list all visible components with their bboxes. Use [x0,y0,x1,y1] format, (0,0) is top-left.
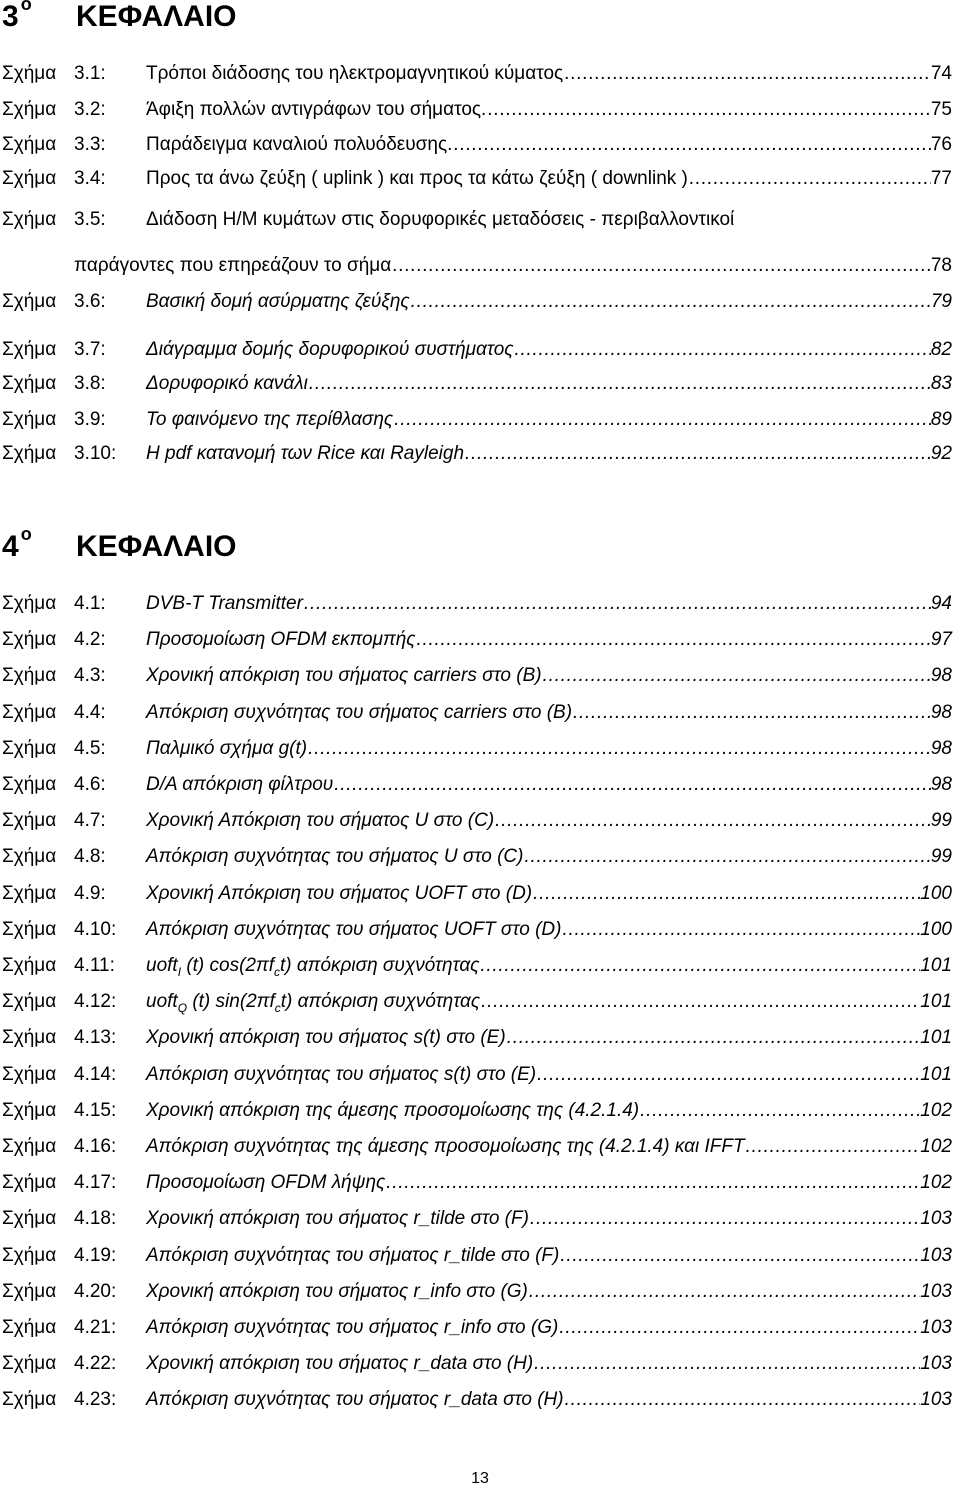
dot-leader [564,1386,921,1414]
page-ref: 92 [930,443,952,464]
dot-leader [480,988,920,1016]
figure-label [2,1061,116,1089]
figure-title: Απόκριση συχνότητας του σήματος carriers στο (Β) [146,702,573,723]
page-ref: 102 [920,1172,952,1193]
dot-leader [745,1133,921,1161]
toc-row [2,1242,952,1270]
figure-prefix: Σχήμα [2,1245,57,1266]
toc-row [2,1314,952,1342]
figure-title-line [146,662,952,690]
figure-title-line [146,1061,952,1089]
figure-label [2,96,106,124]
figure-prefix: Σχήμα [2,1281,57,1302]
toc-row [2,131,952,159]
page-ref: 103 [920,1208,952,1229]
figure-number: 3.1: [74,63,106,84]
dot-leader [523,843,930,871]
dot-leader [391,252,931,280]
figure-number: 4.4: [74,702,106,723]
dot-leader [494,807,931,835]
figure-title: Προσομοίωση OFDM εκπομπής [146,629,416,650]
page-ref: 98 [930,702,952,723]
figure-number: 3.9: [74,409,106,430]
toc-row [2,916,952,944]
figure-title: Χρονική Απόκριση του σήματος U στο (C) [146,810,495,831]
page-ref: 101 [920,1064,952,1085]
toc-row [2,1024,952,1052]
figure-label [2,662,106,690]
figure-label [2,807,106,835]
toc-row [2,1133,952,1161]
toc-row-continuation [2,252,952,280]
figure-label [2,288,106,316]
figure-number: 4.18: [74,1208,117,1229]
page-ref: 101 [920,1027,952,1048]
title-part: t) απόκριση συχνότητας [280,955,480,976]
subscript: Q [177,1000,188,1015]
title-part: uoft [146,991,178,1012]
dot-leader [639,1097,920,1125]
figure-number: 4.13: [74,1027,117,1048]
figure-number: 4.21: [74,1317,117,1338]
dot-leader [464,440,931,468]
chapter-number: 4 [2,530,19,563]
figure-title-line [146,1169,952,1197]
dot-leader [393,406,931,434]
figure-number: 4.11: [74,955,115,976]
toc-row [2,165,952,193]
figure-title: Χρονική απόκριση της άμεσης προσομοίωσης της (4.2.1.4) [146,1100,640,1121]
figure-label [2,440,116,468]
page-ref: 99 [930,810,952,831]
figure-prefix: Σχήμα [2,810,57,831]
figure-prefix: Σχήμα [2,99,57,120]
figure-prefix: Σχήμα [2,738,57,759]
toc-row [2,952,952,980]
figure-prefix: Σχήμα [2,168,57,189]
toc-row [2,1386,952,1414]
subscript: I [177,964,182,979]
figure-title-line [146,440,952,468]
dot-leader [452,131,930,159]
figure-label [2,988,116,1016]
page-ref: 102 [920,1136,952,1157]
figure-label [2,590,106,618]
figure-label [2,406,106,434]
figure-prefix: Σχήμα [2,774,57,795]
toc-row [2,406,952,434]
dot-leader [529,1205,920,1233]
figure-title-line [146,1024,952,1052]
toc-row [2,440,952,468]
figure-label [2,1386,116,1414]
figure-number: 3.6: [74,291,106,312]
figure-title: Το φαινόμενο της περίθλασης [146,409,394,430]
toc-row [2,370,952,398]
dot-leader [536,1061,920,1089]
figure-title: Διάδοση Η/Μ κυμάτων στις δορυφορικές μεταδόσεις - περιβαλλοντικοί [146,209,735,230]
chapter-ordinal: ο [20,524,32,544]
figure-label [2,1133,116,1161]
toc-row [2,626,952,654]
page-ref: 101 [920,955,952,976]
figure-label [2,1350,116,1378]
page-ref: 97 [930,629,952,650]
figure-label [2,206,106,234]
figure-title: Προσομοίωση OFDM λήψης [146,1172,386,1193]
figure-number: 3.4: [74,168,106,189]
toc-row [2,843,952,871]
figure-title: Απόκριση συχνότητας του σήματος s(t) στο (E) [146,1064,537,1085]
figure-title: Χρονική απόκριση του σήματος r_info στο (G) [146,1281,528,1302]
figure-label [2,916,116,944]
figure-title-line [146,735,952,763]
figure-number: 4.7: [74,810,106,831]
page-ref: 76 [930,134,952,155]
figure-number: 4.23: [74,1389,117,1410]
figure-title-line [146,370,952,398]
dot-leader [559,1242,920,1270]
figure-label [2,1205,116,1233]
dot-leader [486,96,931,124]
figure-number: 4.17: [74,1172,117,1193]
figure-title-line [146,406,952,434]
figure-prefix: Σχήμα [2,443,57,464]
figure-title: D/A απόκριση φίλτρου [146,774,334,795]
dot-leader [333,771,931,799]
figure-title-line [146,1242,952,1270]
figure-label [2,699,106,727]
figure-label [2,165,106,193]
toc-row [2,771,952,799]
figure-number: 4.14: [74,1064,117,1085]
toc-row [2,206,952,234]
figure-title-line [146,916,952,944]
figure-title-line [146,626,952,654]
toc-row [2,96,952,124]
figure-number: 4.20: [74,1281,117,1302]
figure-title: Η pdf κατανομή των Rice και Rayleigh [146,443,465,464]
figure-number: 3.5: [74,209,106,230]
title-part: (t) sin(2πf [187,991,275,1012]
figure-prefix: Σχήμα [2,409,57,430]
page-ref: 100 [920,883,952,904]
figure-title: Χρονική Απόκριση του σήματος UOFT στο (D) [146,883,533,904]
figure-prefix: Σχήμα [2,702,57,723]
figure-title: Χρονική απόκριση του σήματος r_tilde στο (F) [146,1208,529,1229]
figure-prefix: Σχήμα [2,629,57,650]
toc-row [2,590,952,618]
figure-title: Απόκριση συχνότητας του σήματος r_tilde στο (F) [146,1245,560,1266]
page-ref: 103 [920,1389,952,1410]
figure-label [2,1097,116,1125]
dot-leader [563,60,931,88]
figure-title-line [146,131,952,159]
figure-title: Χρονική απόκριση του σήματος r_data στο (H) [146,1353,534,1374]
figure-title-line [146,988,952,1016]
figure-prefix: Σχήμα [2,339,57,360]
chapter-3-heading [2,0,237,34]
toc-row [2,1061,952,1089]
figure-prefix: Σχήμα [2,1389,57,1410]
dot-leader [514,336,931,364]
figure-title-line [146,1205,952,1233]
dot-leader [532,880,920,908]
figure-label [2,60,106,88]
figure-label [2,1169,116,1197]
chapter-title: ΚΕΦΑΛΑΙΟ [76,530,237,563]
figure-label [2,131,106,159]
figure-title-line [146,96,952,124]
figure-title-line [146,1133,952,1161]
figure-label [2,735,106,763]
figure-number: 4.2: [74,629,106,650]
toc-row [2,1278,952,1306]
dot-leader [688,165,931,193]
figure-title: Διάγραμμα δομής δορυφορικού συστήματος [146,339,514,360]
figure-title-line [146,699,952,727]
figure-number: 3.8: [74,373,106,394]
page-ref: 98 [930,665,952,686]
page-number: 13 [471,1470,489,1487]
figure-label [2,952,115,980]
figure-title-line [146,1097,952,1125]
toc-row [2,880,952,908]
dot-leader [506,1024,921,1052]
toc-row [2,1169,952,1197]
figure-title-line [146,807,952,835]
figure-title: Παλμικό σχήμα g(t) [146,738,308,759]
page-ref: 77 [930,168,952,189]
figure-number: 4.15: [74,1100,117,1121]
figure-title-line [146,336,952,364]
page-ref: 89 [930,409,952,430]
figure-prefix: Σχήμα [2,1172,57,1193]
figure-number: 4.12: [74,991,117,1012]
figure-label [2,1024,116,1052]
figure-title-continuation: παράγοντες που επηρεάζουν το σήμα [74,255,392,276]
figure-title [146,988,480,1016]
figure-title: Παράδειγμα καναλιού πολυόδευσης. [146,134,453,155]
dot-leader [416,626,931,654]
title-part: (t) cos(2πf [181,955,275,976]
figure-title: Χρονική απόκριση του σήματος carriers στο (Β) [146,665,542,686]
figure-title: DVB-T Transmitter [146,593,303,614]
subscript: c [274,1000,281,1015]
figure-prefix: Σχήμα [2,1136,57,1157]
figure-title: Τρόποι διάδοσης του ηλεκτρομαγνητικού κύματος [146,63,564,84]
figure-number: 4.6: [74,774,106,795]
figure-prefix: Σχήμα [2,1208,57,1229]
toc-row [2,699,952,727]
figure-title: Απόκριση συχνότητας της άμεσης προσομοίωσης της (4.2.1.4) και IFFT [146,1136,745,1157]
figure-title: Άφιξη πολλών αντιγράφων του σήματος. [146,99,487,120]
figure-title: Χρονική απόκριση του σήματος s(t) στο (E) [146,1027,506,1048]
figure-number: 4.8: [74,846,106,867]
figure-title: Απόκριση συχνότητας του σήματος r_data στο (H) [146,1389,564,1410]
toc-row [2,807,952,835]
figure-title: Απόκριση συχνότητας του σήματος UOFT στο (D) [146,919,562,940]
figure-label [2,370,106,398]
figure-prefix: Σχήμα [2,63,57,84]
figure-prefix: Σχήμα [2,373,57,394]
toc-row [2,988,952,1016]
figure-label [2,880,106,908]
figure-prefix: Σχήμα [2,1064,57,1085]
figure-prefix: Σχήμα [2,291,57,312]
figure-prefix: Σχήμα [2,991,57,1012]
page-ref: 100 [920,919,952,940]
dot-leader [307,735,931,763]
figure-number: 4.3: [74,665,106,686]
figure-title [146,952,479,980]
figure-label [2,1242,116,1270]
figure-title-line [146,1350,952,1378]
dot-leader [572,699,931,727]
toc-row [2,60,952,88]
figure-prefix: Σχήμα [2,1027,57,1048]
chapter-number: 3 [2,0,19,33]
page-ref: 74 [930,63,952,84]
toc-row [2,662,952,690]
page-ref: 79 [930,291,952,312]
toc-row [2,1205,952,1233]
figure-prefix: Σχήμα [2,665,57,686]
dot-leader [308,370,931,398]
figure-title: Απόκριση συχνότητας του σήματος r_info στο (G) [146,1317,559,1338]
page-ref: 99 [930,846,952,867]
figure-title-line [146,843,952,871]
figure-number: 3.2: [74,99,106,120]
page-ref: 83 [930,373,952,394]
figure-title-line [146,880,952,908]
figure-title-line [74,252,952,280]
title-part: uoft [146,955,178,976]
figure-label [2,1278,116,1306]
page-ref: 102 [920,1100,952,1121]
figure-title-line [146,288,952,316]
page-ref: 103 [920,1317,952,1338]
page-ref: 98 [930,774,952,795]
toc-row [2,336,952,364]
page-ref: 78 [930,255,952,276]
figure-number: 4.19: [74,1245,117,1266]
dot-leader [479,952,920,980]
dot-leader [558,1314,920,1342]
figure-title: Βασική δομή ασύρματης ζεύξης [146,291,410,312]
figure-prefix: Σχήμα [2,1100,57,1121]
figure-title-line [146,590,952,618]
chapter-ordinal: ο [20,0,32,14]
figure-title-line [146,771,952,799]
figure-title: Απόκριση συχνότητας του σήματος U στο (C) [146,846,524,867]
figure-title-line [146,1314,952,1342]
figure-title-line [146,206,952,234]
toc-row [2,1350,952,1378]
figure-title: Προς τα άνω ζεύξη ( uplink ) και προς τα κάτω ζεύξη ( downlink ) [146,168,688,189]
figure-number: 4.9: [74,883,106,904]
toc-row [2,288,952,316]
page-ref: 82 [930,339,952,360]
dot-leader [528,1278,920,1306]
figure-prefix: Σχήμα [2,883,57,904]
page-ref: 75 [930,99,952,120]
toc-row [2,1097,952,1125]
dot-leader [561,916,920,944]
figure-title-line [146,165,952,193]
figure-number: 4.1: [74,593,106,614]
dot-leader [542,662,931,690]
chapter-title: ΚΕΦΑΛΑΙΟ [76,0,237,33]
figure-prefix: Σχήμα [2,1317,57,1338]
figure-number: 4.16: [74,1136,117,1157]
chapter-4-heading [2,524,237,564]
dot-leader [410,288,931,316]
figure-prefix: Σχήμα [2,1353,57,1374]
figure-title-line [146,952,952,980]
dot-leader [385,1169,920,1197]
figure-number: 3.3: [74,134,106,155]
page-ref: 98 [930,738,952,759]
figure-number: 4.5: [74,738,106,759]
toc-row [2,735,952,763]
figure-label [2,626,106,654]
title-part: t) απόκριση συχνότητας [280,991,481,1012]
page-ref: 101 [920,991,952,1012]
figure-label [2,336,106,364]
figure-label [2,843,106,871]
figure-title-line [146,1278,952,1306]
page-ref: 103 [920,1353,952,1374]
subscript: c [274,964,281,979]
dot-leader [303,590,931,618]
page-ref: 103 [920,1245,952,1266]
page-ref: 94 [930,593,952,614]
figure-prefix: Σχήμα [2,134,57,155]
figure-prefix: Σχήμα [2,846,57,867]
figure-number: 4.10: [74,919,117,940]
figure-label [2,771,106,799]
figure-number: 3.10: [74,443,117,464]
figure-prefix: Σχήμα [2,209,57,230]
figure-number: 3.7: [74,339,106,360]
figure-title-line [146,60,952,88]
figure-prefix: Σχήμα [2,919,57,940]
dot-leader [533,1350,920,1378]
page-ref: 103 [920,1281,952,1302]
figure-title-line [146,1386,952,1414]
figure-prefix: Σχήμα [2,955,57,976]
figure-title: Δορυφορικό κανάλι [146,373,308,394]
figure-prefix: Σχήμα [2,593,57,614]
figure-label [2,1314,116,1342]
figure-number: 4.22: [74,1353,117,1374]
